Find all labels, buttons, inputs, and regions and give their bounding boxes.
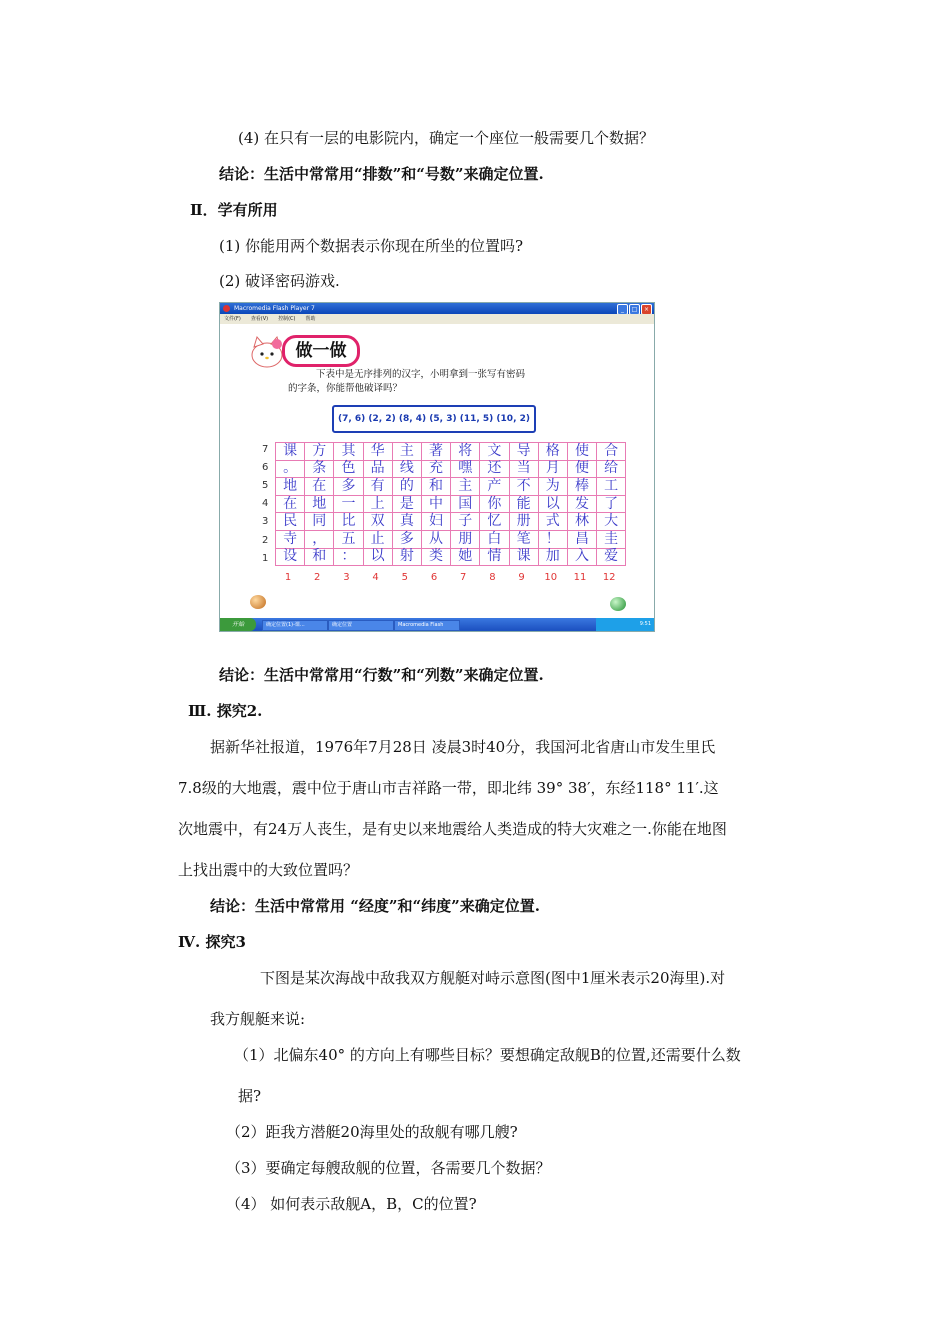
conclusion-1: 结论：生活中常常用“排数”和“号数”来确定位置. [219,165,544,183]
menu-file[interactable]: 文件(F) [224,316,241,322]
paragraph-3-line-3: 次地震中，有24万人丧生，是有史以来地震给人类造成的特大灾难之一.你能在地图 [178,820,727,838]
row-label: 3 [262,516,269,528]
instruction-line-1: 下表中是无序排列的汉字，小明拿到一张写有密码 [316,369,526,380]
taskbar-item[interactable]: 确定位置(1)-课... [262,620,328,631]
column-label: 8 [489,572,496,583]
next-button-orb[interactable] [610,597,626,611]
grid-cell: 月 [538,460,567,478]
grid-cell: 同 [305,513,334,531]
grid-cell: 使 [567,443,596,461]
grid-cell: 上 [363,495,392,513]
grid-cell: 她 [451,548,480,566]
row-label: 2 [262,534,269,546]
conclusion-2: 结论：生活中常常用“行数”和“列数”来确定位置. [219,666,544,684]
column-label: 11 [573,572,587,583]
grid-cell: 地 [305,495,334,513]
instruction-line-2: 的字条，你能帮他破译吗？ [288,383,403,394]
grid-cell: ： [334,548,363,566]
question-4: (4) 在只有一层的电影院内，确定一个座位一般需要几个数据？ [238,129,655,147]
grid-cell: 止 [363,530,392,548]
character-grid [275,442,626,566]
grid-cell: 充 [421,460,450,478]
grid-cell: 了 [597,495,626,513]
column-label: 4 [372,572,379,583]
paragraph-4-line-1: 下图是某次海战中敌我双方舰艇对峙示意图(图中1厘米表示20海里).对 [260,969,726,987]
grid-cell: 课 [509,548,538,566]
grid-cell: 在 [305,478,334,496]
grid-cell: 方 [305,443,334,461]
column-label: 10 [544,572,558,583]
cipher-code: (7, 6) (2, 2) (8, 4) (5, 3) (11, 5) (10, 2) [332,405,536,433]
grid-cell: 中 [421,495,450,513]
grid-cell: 五 [334,530,363,548]
grid-cell: 朋 [451,530,480,548]
column-label: 2 [314,572,321,583]
grid-cell: 其 [334,443,363,461]
grid-cell: 笔 [509,530,538,548]
menu-bar [220,314,654,324]
grid-row [276,495,626,513]
section-2-title: Ⅱ．学有所用 [190,201,278,219]
grid-cell: 主 [392,443,421,461]
grid-cell: 导 [509,443,538,461]
paragraph-3-line-2: 7.8级的大地震，震中位于唐山市吉祥路一带，即北纬 39° 38′，东经118° 11′.这 [178,779,719,797]
grid-cell: 地 [276,478,305,496]
grid-cell: 民 [276,513,305,531]
flash-app-icon [223,305,230,312]
grid-row [276,530,626,548]
grid-cell: 从 [421,530,450,548]
paragraph-3-line-4: 上找出震中的大致位置吗？ [178,861,359,879]
grid-cell: 和 [421,478,450,496]
conclusion-3: 结论：生活中常常用 “经度”和“纬度”来确定位置. [210,897,540,915]
column-label: 7 [460,572,467,583]
grid-cell: 。 [276,460,305,478]
column-label: 12 [602,572,616,583]
close-icon[interactable]: × [641,304,652,315]
grid-cell: 妇 [421,513,450,531]
maximize-icon[interactable]: □ [629,304,640,315]
grid-cell: 工 [597,478,626,496]
grid-cell: 和 [305,548,334,566]
grid-cell: 品 [363,460,392,478]
flash-player-screenshot [219,302,655,632]
grid-cell: 当 [509,460,538,478]
grid-row [276,460,626,478]
section-3-title: Ⅲ. 探究2. [188,702,263,720]
window-title: Macromedia Flash Player 7 [234,305,315,312]
grid-cell: 入 [567,548,596,566]
grid-cell: 给 [597,460,626,478]
grid-row [276,548,626,566]
section-2-question-2: (2) 破译密码游戏. [219,272,340,290]
do-it-badge: 做一做 [282,335,360,367]
grid-cell: 不 [509,478,538,496]
grid-cell: 加 [538,548,567,566]
column-label: 1 [284,572,292,583]
menu-view[interactable]: 查看(V) [250,316,269,322]
grid-cell: 为 [538,478,567,496]
grid-cell: 还 [480,460,509,478]
back-button-orb[interactable] [250,595,266,609]
grid-cell: 大 [597,513,626,531]
grid-cell: 能 [509,495,538,513]
section-4-title: Ⅳ. 探究3 [178,933,246,951]
grid-cell: 昌 [567,530,596,548]
grid-cell: 射 [392,548,421,566]
grid-cell: 以 [363,548,392,566]
grid-cell: 你 [480,495,509,513]
question-4-3: （3）要确定每艘敌舰的位置，各需要几个数据？ [226,1159,551,1177]
grid-cell: ， [305,530,334,548]
grid-cell: 类 [421,548,450,566]
column-label: 3 [343,572,350,583]
grid-cell: 双 [363,513,392,531]
paragraph-4-line-2: 我方舰艇来说: [210,1010,306,1028]
grid-cell: 情 [480,548,509,566]
grid-cell: 华 [363,443,392,461]
column-label: 5 [401,572,408,583]
paragraph-3-line-1: 据新华社报道，1976年7月28日 凌晨3时40分，我国河北省唐山市发生里氏 [210,738,716,756]
row-label: 6 [262,462,269,474]
grid-cell: 圭 [597,530,626,548]
menu-control[interactable]: 控制(C) [278,316,296,322]
grid-cell: 以 [538,495,567,513]
grid-cell: 产 [480,478,509,496]
grid-cell: 国 [451,495,480,513]
grid-cell: 比 [334,513,363,531]
grid-cell: 著 [421,443,450,461]
minimize-icon[interactable]: _ [617,304,628,315]
grid-cell: 忆 [480,513,509,531]
column-label: 9 [518,572,525,583]
grid-cell: 在 [276,495,305,513]
grid-cell: 一 [334,495,363,513]
grid-cell: 林 [567,513,596,531]
grid-row [276,443,626,461]
grid-cell: 发 [567,495,596,513]
grid-cell: 便 [567,460,596,478]
grid-cell: 棒 [567,478,596,496]
section-2-question-1: (1) 你能用两个数据表示你现在所坐的位置吗? [219,237,524,255]
row-label: 7 [262,444,269,455]
grid-cell: 主 [451,478,480,496]
question-4-1b: 据? [238,1087,262,1105]
grid-cell: 将 [451,443,480,461]
grid-cell: 多 [392,530,421,548]
grid-cell: 册 [509,513,538,531]
grid-cell: 寺 [276,530,305,548]
grid-cell: 课 [276,443,305,461]
grid-cell: ！ [538,530,567,548]
system-tray-clock: 9:51 [596,618,654,631]
grid-cell: 文 [480,443,509,461]
grid-cell: 式 [538,513,567,531]
column-label: 6 [430,572,438,583]
grid-cell: 格 [538,443,567,461]
grid-cell: 色 [334,460,363,478]
question-4-4: （4） 如何表示敌舰A，B，C的位置? [226,1195,477,1213]
grid-cell: 子 [451,513,480,531]
row-label: 1 [262,552,269,564]
grid-cell: 有 [363,478,392,496]
hello-kitty-icon [248,333,286,371]
taskbar-item[interactable]: 确定位置 [328,620,394,631]
grid-cell: 爱 [597,548,626,566]
grid-cell: 的 [392,478,421,496]
start-button[interactable]: 开始 [220,618,256,631]
question-4-2: （2）距我方潜艇20海里处的敌舰有哪几艘? [226,1123,518,1141]
grid-cell: 嘿 [451,460,480,478]
grid-cell: 白 [480,530,509,548]
row-label: 5 [262,480,269,492]
window-titlebar [220,303,654,314]
grid-cell: 真 [392,513,421,531]
menu-help[interactable]: 帮助 [305,316,316,322]
grid-cell: 合 [597,443,626,461]
grid-row [276,513,626,531]
grid-cell: 多 [334,478,363,496]
taskbar [220,618,654,631]
grid-cell: 条 [305,460,334,478]
grid-row [276,478,626,496]
grid-cell: 是 [392,495,421,513]
question-4-1a: （1）北偏东40° 的方向上有哪些目标？要想确定敌舰B的位置,还需要什么数 [234,1046,741,1064]
grid-cell: 线 [392,460,421,478]
row-label: 4 [262,498,269,510]
grid-cell: 设 [276,548,305,566]
taskbar-item[interactable]: Macromedia Flash [394,620,460,631]
